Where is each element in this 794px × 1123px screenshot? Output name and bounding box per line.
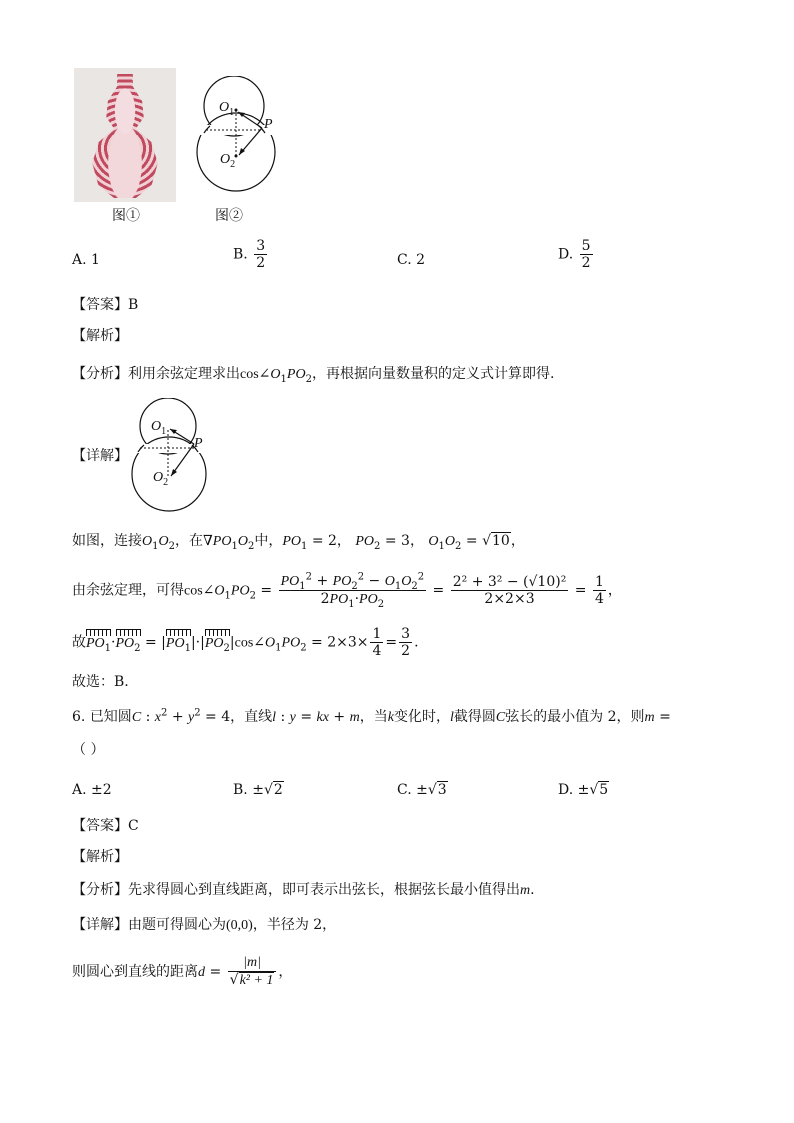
q5-analysis-tag: 【解析】 [72, 328, 128, 344]
q5-option-d[interactable]: D. $\frac{5}{2}$ [558, 238, 591, 271]
q5-option-a[interactable]: A. 1 [72, 252, 100, 268]
q6-option-a[interactable]: A. ±2 [72, 782, 112, 798]
detail-label-o1: $O_1$ [151, 419, 167, 437]
fig2-label-o2: $O_2$ [220, 152, 236, 170]
detail-diagram [128, 398, 208, 516]
q5-step1: 如图，连接$O_1O_2$，在$\nabla PO_1O_2$中，$PO_1 = 2$， $PO_2 = 3$， $O_1O_2 = √10$， [72, 533, 525, 552]
q6-option-b[interactable]: B. ±√2 [233, 782, 283, 798]
q5-fenxi: 【分析】利用余弦定理求出$\cos\angle O_1PO_2$，再根据向量数量积的定义式计算即得. [72, 366, 555, 385]
q6-analysis-tag: 【解析】 [72, 849, 128, 865]
q6-distance: 则圆心到直线的距离d = $\frac{|m|}{\text{√k² + 1}}$ ， [72, 955, 293, 988]
detail-label-p: P [194, 436, 203, 451]
vase-photo [74, 68, 176, 202]
figure1-caption: 图① [112, 208, 140, 224]
q6-option-c[interactable]: C. ±√3 [397, 782, 447, 798]
fig2-label-o1: $O_1$ [219, 100, 235, 118]
q5-step3: 故$PO_1\cdot PO_2$ = $|PO_1|\cdot|PO_2|\cos\angle O_1PO_2 = 2\times 3\times$ $\frac{1}{4}$ = $\frac{3}{2}$ . [72, 626, 419, 659]
figure2-caption: 图② [215, 208, 243, 224]
q5-option-c[interactable]: C. 2 [397, 252, 426, 268]
q6-option-d[interactable]: D. ±√5 [558, 782, 609, 798]
q5-xiangjie-tag: 【详解】 [72, 448, 128, 464]
q6-paren: （ ） [72, 742, 105, 758]
fig2-label-p: P [264, 117, 273, 132]
detail-label-o2: $O_2$ [153, 470, 169, 488]
q6-xiangjie: 【详解】由题可得圆心为(0,0)，半径为 2， [72, 917, 337, 933]
q6-fenxi: 【分析】先求得圆心到直线距离，即可表示出弦长，根据弦长最小值得出m. [72, 882, 535, 898]
figure2-diagram [190, 76, 286, 200]
q6-answer: 【答案】C [72, 818, 139, 834]
q5-option-b[interactable]: B. $\frac{3}{2}$ [233, 238, 266, 271]
q5-step2: 由余弦定理，可得$\cos\angle O_1PO_2$ = $\frac{PO_1^2 + PO_2^2 - O_1O_2^2}{2PO_1\cdot PO_2}$ = $\frac{\text{2² + 3² − (√10)²}}{2\times 2\times 3}$ = $\frac{1}{4}$ ， [72, 571, 622, 610]
q6-stem: 6. 已知圆C : $x^2 + y^2 = 4$，直线l : y = kx + m，当k变化时，l截得圆C弦长的最小值为 2，则m = [72, 707, 671, 725]
vase-image [86, 74, 164, 198]
q5-answer: 【答案】B [72, 297, 139, 313]
q5-step4: 故选：B. [72, 674, 129, 690]
